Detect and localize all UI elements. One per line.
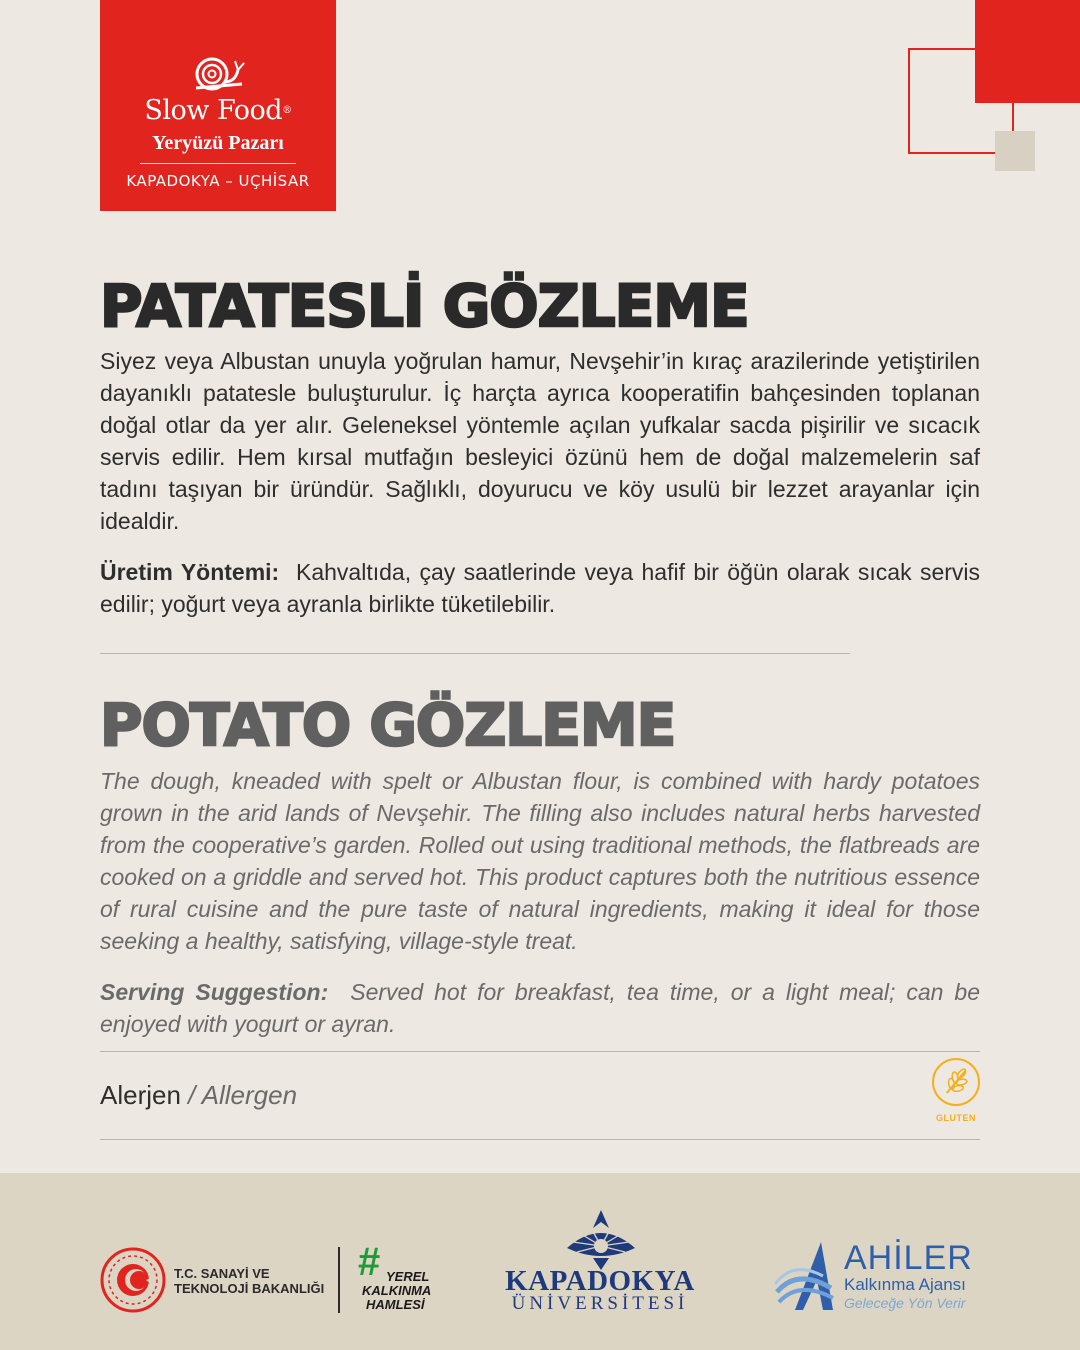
- ahiler-logo-icon: [773, 1240, 843, 1312]
- allergen-label-en: / Allergen: [188, 1080, 298, 1110]
- description-english: The dough, kneaded with spelt or Albustan flour, is combined with hardy potatoes grown in the arid lands of Nevşehir. The filling also includes natural herbs harvested from the cooperative’s garden. Rolled out using traditional methods, the flatbreads are cooked on a griddle and served hot. This product captures both the nutritious essence of rural cuisine and the pure taste of natural ingredients, making it ideal for those seeking a healthy, satisfying, village-style treat.: [100, 768, 980, 954]
- brand-name: Slow Food®: [144, 95, 292, 126]
- university-name: KAPADOKYA: [505, 1265, 695, 1297]
- allergen-divider-top: [100, 1051, 980, 1052]
- section-divider: [100, 653, 850, 654]
- agency-subtitle: Kalkınma Ajansı: [844, 1275, 966, 1294]
- allergen-divider-bottom: [100, 1139, 980, 1140]
- university-emblem-icon: [563, 1208, 639, 1270]
- method-text-english: Served hot for breakfast, tea time, or a light meal; can be enjoyed with yogurt or ayran.: [100, 979, 981, 1037]
- agency-slogan: Geleceğe Yön Verir: [844, 1295, 966, 1311]
- ministry-emblem-icon: [100, 1247, 166, 1313]
- snail-icon: [188, 52, 248, 96]
- campaign-name: YEREL KALKINMA HAMLESİ: [362, 1269, 432, 1312]
- gluten-label: GLUTEN: [936, 1113, 976, 1123]
- gluten-badge: [932, 1058, 980, 1106]
- footer-separator: [338, 1247, 340, 1313]
- method-label-turkish: Üretim Yöntemi:: [100, 559, 280, 585]
- agency-name: AHİLER: [844, 1239, 973, 1277]
- ministry-name: T.C. SANAYİ VE TEKNOLOJİ BAKANLIĞI: [174, 1266, 325, 1296]
- title-turkish: PATATESLİ GÖZLEME: [100, 272, 749, 340]
- slow-food-logo: [100, 0, 336, 211]
- decor-red-square: [975, 0, 1080, 103]
- brand-subtitle: Yeryüzü Pazarı: [152, 132, 284, 154]
- allergen-label: [100, 1078, 297, 1112]
- title-english: POTATO GÖZLEME: [100, 691, 676, 759]
- wheat-icon: [934, 1060, 978, 1104]
- university-subtitle: ÜNİVERSİTESİ: [511, 1293, 689, 1314]
- campaign-hash: #: [358, 1240, 381, 1284]
- logo-divider: [140, 163, 296, 164]
- method-turkish: [100, 556, 980, 620]
- allergen-label-tr: Alerjen: [100, 1080, 181, 1110]
- description-turkish: Siyez veya Albustan unuyla yoğrulan hamur, Nevşehir’in kıraç arazilerinde yetiştirilen dayanıklı patatesle buluşturulur. İç harçta ayrıca kooperatifin bahçesinden toplanan doğal otlar da yer alır. Geleneksel yöntemle açılan yufkalar sacda pişirilir ve sıcacık servis edilir. Hem kırsal mutfağın besleyici özünü hem de doğal malzemelerin saf tadını taşıyan bir üründür. Sağlıklı, doyurucu ve köy usulü bir lezzet arayanlar için idealdir.: [100, 348, 980, 534]
- decor-beige-square: [995, 131, 1035, 171]
- brand-location: KAPADOKYA – UÇHİSAR: [126, 172, 310, 190]
- method-text-turkish: Kahvaltıda, çay saatlerinde veya hafif bir öğün olarak sıcak servis edilir; yoğurt veya ayranla birlikte tüketilebilir.: [100, 559, 981, 617]
- method-english: [100, 976, 980, 1040]
- method-label-english: Serving Suggestion:: [100, 979, 329, 1005]
